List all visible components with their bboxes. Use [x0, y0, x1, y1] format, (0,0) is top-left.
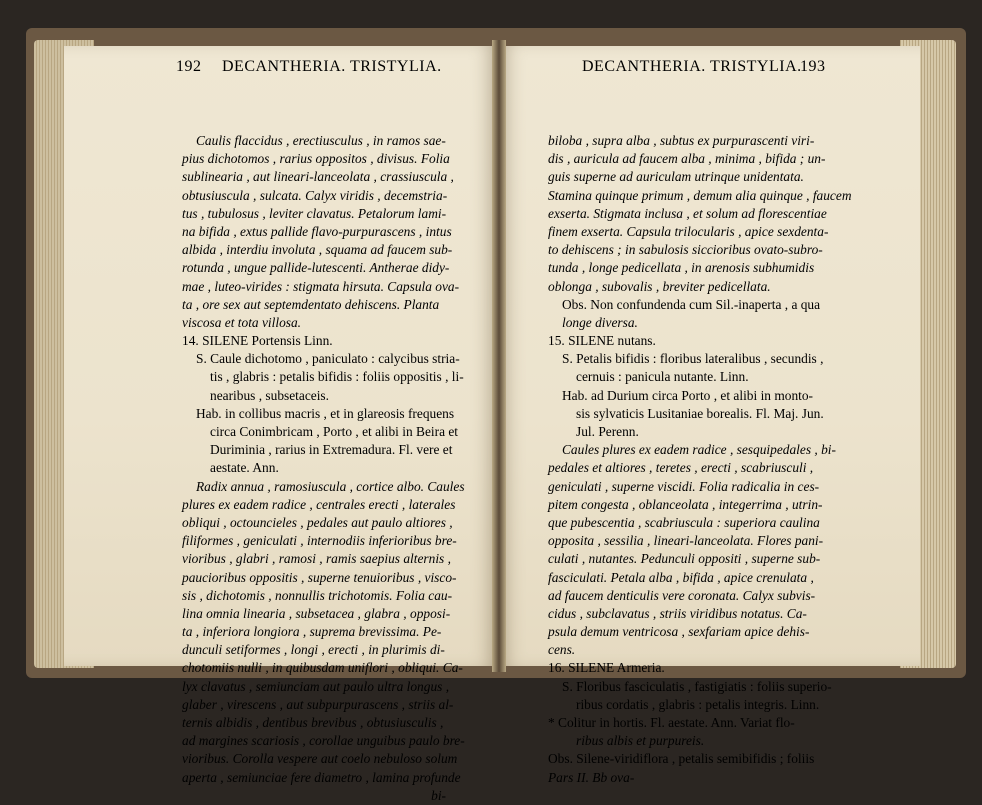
- text-line: aperta , semiunciae fere diametro , lamina profunde: [182, 769, 461, 785]
- book-gutter: [492, 40, 506, 672]
- text-line: finem exserta. Capsula trilocularis , apice sexdenta-: [548, 223, 829, 239]
- text-line: pitem congesta , oblanceolata , integerrima , utrin-: [548, 496, 823, 512]
- text-line: cernuis : panicula nutante. Linn.: [576, 369, 749, 385]
- text-line: tis , glabris : petalis bifidis : foliis oppositis , li-: [210, 369, 464, 385]
- text-line: S. Petalis bifidis : floribus lateralibus , secundis ,: [562, 351, 824, 367]
- text-line: ta , ore sex aut septemdentato dehiscens. Planta: [182, 296, 440, 312]
- text-line: lyx clavatus , semiunciam aut paulo ultra longus ,: [182, 678, 450, 694]
- text-line: sublinearia , aut lineari-lanceolata , crassiuscula ,: [182, 169, 454, 185]
- left-page-text: [182, 132, 465, 805]
- text-line: S. Caule dichotomo , paniculato : calycibus stria-: [196, 351, 460, 367]
- text-line: ta , inferiora longiora , suprema brevissima. Pe-: [182, 624, 442, 640]
- text-line: circa Conimbricam , Porto , et alibi in Beira et: [210, 424, 459, 439]
- text-line: Obs. Silene-viridiflora , petalis semibifidis ; foliis: [548, 751, 815, 767]
- text-line: chotomiis nulli , in quibusdam uniflori , obliqui. Ca-: [182, 660, 463, 676]
- text-line: ternis albidis , dentibus brevibus , obtusiusculis ,: [182, 715, 444, 730]
- text-line: Radix annua , ramosiuscula , cortice albo. Caules: [196, 478, 465, 494]
- left-page-number: 192: [176, 58, 202, 75]
- text-line: aestate. Ann.: [210, 460, 279, 476]
- text-line: ribus albis et purpureis.: [576, 733, 705, 749]
- text-line: oblonga , subovalis , breviter pedicellata.: [548, 278, 771, 294]
- text-line: bi-: [431, 787, 446, 803]
- text-line: sis , dichotomis , nonnullis trichotomis. Folia cau-: [182, 587, 453, 603]
- text-line: Stamina quinque primum , demum alia quinque , faucem: [548, 187, 852, 203]
- text-line: vioribus , glabri , ramosi , ramis saepius alternis ,: [182, 551, 451, 567]
- text-line: tus , tubulosus , leviter clavatus. Petalorum lami-: [182, 205, 447, 221]
- text-line: 14. SILENE Portensis Linn.: [182, 333, 333, 349]
- text-line: vioribus. Corolla vespere aut coelo nebuloso solum: [182, 751, 458, 767]
- right-page-text: [548, 132, 852, 787]
- text-line: Caules plures ex eadem radice , sesquipedales , bi-: [562, 442, 836, 458]
- text-line: * Colitur in hortis. Fl. aestate. Ann. Variat flo-: [548, 715, 795, 730]
- text-line: S. Floribus fasciculatis , fastigiatis : foliis superio-: [562, 678, 832, 694]
- text-line: cidus , subclavatus , striis viridibus notatus. Ca-: [548, 605, 807, 621]
- text-line: dis , auricula ad faucem alba , minima , bifida ; un-: [548, 151, 826, 167]
- text-line: psula demum ventricosa , sexfariam apice dehis-: [548, 624, 810, 640]
- text-line: Duriminia , rarius in Extremadura. Fl. vere et: [210, 442, 453, 458]
- text-line: Obs. Non confundenda cum Sil.-inaperta , a qua: [562, 296, 821, 312]
- text-line: Jul. Perenn.: [576, 424, 639, 439]
- text-line: geniculati , superne viscidi. Folia radicalia in ces-: [548, 478, 820, 494]
- text-line: opposita , sessilia , lineari-lanceolata. Flores pani-: [548, 533, 824, 549]
- text-line: exserta. Stigmata inclusa , et solum ad florescentiae: [548, 205, 827, 221]
- text-line: pedales et altiores , teretes , erecti , scabriusculi ,: [548, 460, 814, 476]
- text-line: longe diversa.: [562, 314, 638, 330]
- text-line: cens.: [548, 642, 576, 658]
- text-line: mae , luteo-virides : stigmata hirsuta. Capsula ova-: [182, 278, 460, 294]
- text-line: Hab. ad Durium circa Porto , et alibi in monto-: [562, 387, 814, 403]
- text-line: paucioribus oppositis , superne tenuioribus , visco-: [182, 569, 457, 585]
- text-line: ad faucem denticulis vere coronata. Calyx subvis-: [548, 587, 816, 603]
- text-line: rotunda , ungue pallide-lutescenti. Antherae didy-: [182, 260, 450, 276]
- text-line: biloba , supra alba , subtus ex purpurascenti viri-: [548, 133, 815, 148]
- text-line: albida , interdiu involuta , squama ad faucem sub-: [182, 242, 453, 258]
- text-line: 16. SILENE Armeria.: [548, 660, 665, 676]
- text-line: to dehiscens ; in sabulosis siccioribus ovato-subro-: [548, 242, 823, 258]
- right-page-number: 193: [800, 58, 826, 75]
- text-line: dunculi setiformes , longi , erecti , in plurimis di-: [182, 642, 445, 658]
- text-line: lina omnia linearia , subsetacea , glabra , opposi-: [182, 605, 451, 621]
- text-line: fasciculati. Petala alba , bifida , apice crenulata ,: [548, 569, 814, 585]
- text-line: ad margines scariosis , corollae unguibus paulo bre-: [182, 733, 465, 749]
- text-line: sis sylvaticis Lusitaniae borealis. Fl. Maj. Jun.: [576, 405, 824, 421]
- text-line: culati , nutantes. Pedunculi oppositi , superne sub-: [548, 551, 821, 567]
- text-line: que pubescentia , scabriuscula : superiora caulina: [548, 514, 820, 530]
- text-line: viscosa et tota villosa.: [182, 314, 302, 330]
- text-line: plures ex eadem radice , centrales erecti , laterales: [182, 496, 456, 512]
- left-page-title: DECANTHERIA. TRISTYLIA.: [222, 58, 442, 75]
- text-line: Hab. in collibus macris , et in glareosis frequens: [196, 405, 455, 421]
- text-line: obliqui , octouncieles , pedales aut paulo altiores ,: [182, 514, 453, 530]
- text-line: Caulis flaccidus , erectiusculus , in ramos sae-: [196, 133, 446, 148]
- text-line: nearibus , subsetaceis.: [210, 387, 329, 403]
- right-page-title: DECANTHERIA. TRISTYLIA.: [582, 58, 802, 75]
- text-line: guis superne ad auriculam utrinque unidentata.: [548, 169, 804, 185]
- text-line: glaber , virescens , aut subpurpurascens , striis al-: [182, 696, 454, 712]
- text-line: tunda , longe pedicellata , in arenosis subhumidis: [548, 260, 815, 276]
- text-line: pius dichotomos , rarius oppositos , divisus. Folia: [182, 151, 450, 167]
- text-line: 15. SILENE nutans.: [548, 333, 656, 349]
- text-line: filiformes , geniculati , internodiis inferioribus bre-: [182, 533, 457, 549]
- text-line: ribus cordatis , glabris : petalis integris. Linn.: [576, 696, 820, 712]
- text-line: obtusiuscula , sulcata. Calyx viridis , decemstria-: [182, 187, 448, 203]
- text-line: na bifida , extus pallide flavo-purpurascens , intus: [182, 223, 452, 239]
- text-line: Pars II. Bb ova-: [548, 769, 635, 785]
